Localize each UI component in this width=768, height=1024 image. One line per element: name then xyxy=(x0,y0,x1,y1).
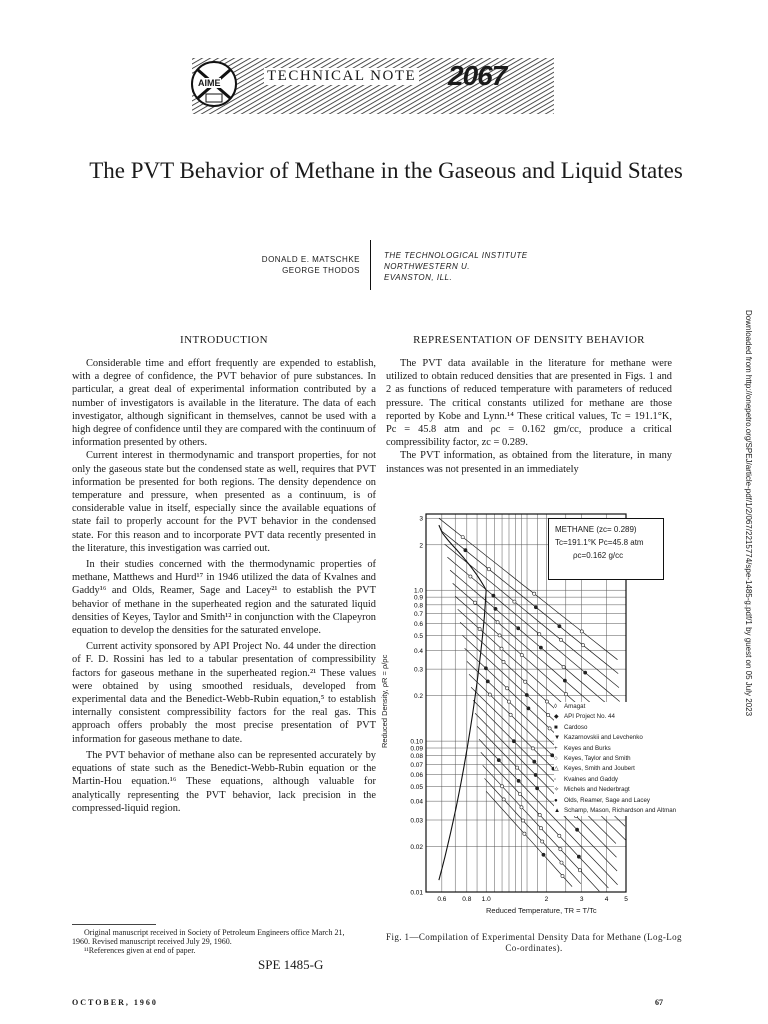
y-axis-label-text: Reduced Density, ρR = ρ/ρc xyxy=(380,654,389,748)
affiliation-line: EVANSTON, ILL. xyxy=(384,273,453,282)
y-tick-label: 0.2 xyxy=(413,693,423,701)
paragraph: The PVT data available in the literature for methane were utilized to obtain reduced densities that are presented in Figs. 1 and 2 as functions of reduced temperature with parameters of reduced pressure. The critical constants utilized for methane are those reported by Kobe and Lynn.¹⁴ These critical values, Tc = 191.1°K, Pc = 45.8 atm and ρc = 0.162 gm/cc, produce a critical compressibility factor, zc = 0.289. xyxy=(386,358,672,449)
y-tick-label: 0.10 xyxy=(410,738,423,746)
data-point xyxy=(578,869,581,872)
y-tick-label: 3 xyxy=(419,515,423,523)
chart-info-box xyxy=(548,518,664,580)
y-tick-label: 0.03 xyxy=(410,817,423,825)
legend-symbol: ◆ xyxy=(554,713,559,721)
data-point xyxy=(520,806,523,809)
data-point xyxy=(561,874,564,877)
legend-symbol: ■ xyxy=(554,723,558,731)
legend-symbol: ▲ xyxy=(554,807,561,815)
right-column xyxy=(386,334,672,476)
legend-symbol: ○ xyxy=(554,755,558,763)
legend-label: Keyes, Smith and Joubert xyxy=(564,765,635,773)
y-tick-label: 0.09 xyxy=(410,745,423,753)
author-name: GEORGE THODOS xyxy=(282,266,360,275)
y-tick-label: 0.07 xyxy=(410,761,423,769)
data-point xyxy=(501,785,504,788)
info-box-line: ρc=0.162 g/cc xyxy=(573,551,624,560)
spe-number: SPE 1485-G xyxy=(258,957,324,972)
author-divider xyxy=(370,240,371,290)
data-point xyxy=(533,592,536,595)
x-tick-label: 1.0 xyxy=(481,896,491,903)
y-tick-label: 0.04 xyxy=(410,798,423,806)
data-point xyxy=(516,766,519,769)
legend-item xyxy=(554,775,704,785)
y-tick-label: 0.4 xyxy=(413,647,423,655)
technical-note-header xyxy=(172,52,554,120)
data-point xyxy=(558,625,561,628)
legend-label: Michels and Nederbragt xyxy=(564,786,630,794)
data-point xyxy=(492,594,495,597)
legend-symbol: ◦ xyxy=(554,775,557,783)
data-point xyxy=(539,827,542,830)
data-point xyxy=(523,832,526,835)
data-point xyxy=(548,727,551,730)
data-point xyxy=(513,600,516,603)
y-tick-label: 0.9 xyxy=(413,594,423,602)
data-point xyxy=(506,687,509,690)
legend-symbol: ✧ xyxy=(554,786,560,794)
data-point xyxy=(519,793,522,796)
paragraph: The PVT information, as obtained from the literature, in many instances was not presented in an immediately xyxy=(386,450,672,475)
download-watermark-text: Downloaded from http://onepetro.org/SPEJ/article-pdf/1/2/067/2215774/spe-1485-g.pdf/1 by guest on 05 July 2023 xyxy=(744,310,753,717)
footnote-line: Original manuscript received in Society of Petroleum Engineers office March 21, 1960. Revised manuscript received July 29, 1960. xyxy=(72,928,345,946)
legend-item xyxy=(554,796,704,806)
x-tick-label: 0.6 xyxy=(437,896,447,903)
legend-item xyxy=(554,754,704,764)
y-tick-label: 0.06 xyxy=(410,772,423,780)
data-point xyxy=(487,568,490,571)
data-point xyxy=(541,840,544,843)
y-tick-labels xyxy=(410,516,423,897)
legend-item xyxy=(554,806,704,816)
legend-symbol: △ xyxy=(554,765,559,773)
info-box-line: Tc=191.1°K Pc=45.8 atm xyxy=(555,538,644,547)
footnote-line: ¹¹References given at end of paper. xyxy=(84,946,196,955)
legend-label: Keyes and Burks xyxy=(564,744,611,752)
data-point xyxy=(512,740,515,743)
technical-note-number: 2067 xyxy=(448,60,507,91)
data-point xyxy=(538,813,541,816)
data-point xyxy=(576,828,579,831)
y-tick-label: 2 xyxy=(419,542,423,550)
x-tick-label: 3 xyxy=(579,896,584,903)
data-point xyxy=(534,773,537,776)
legend-label: Kazarnovskii and Levchenko xyxy=(564,734,643,742)
legend-label: Amagat xyxy=(564,703,586,710)
section-heading-density: REPRESENTATION OF DENSITY BEHAVIOR xyxy=(413,334,645,346)
footnote xyxy=(72,928,362,955)
data-point xyxy=(488,693,491,696)
legend-item xyxy=(554,733,704,743)
y-tick-label: 0.02 xyxy=(410,844,423,852)
saturation-envelope xyxy=(439,525,486,880)
data-point xyxy=(520,653,523,656)
data-point xyxy=(533,760,536,763)
y-tick-label: 1.0 xyxy=(413,587,423,595)
paragraph: In their studies concerned with the thermodynamic properties of methane, Matthews and Hurd¹⁷ in 1946 utilized the data of Kvalnes and Gaddy¹⁶ and Olds, Reamer, Sage and Lacey²¹ to establish the PVT behavior of methane in the superheated region and the saturated liquid densities of Keyes, Taylor and Smith¹² in conjunction with the Clapeyron equation to develop the densities for the saturated envelope. xyxy=(72,559,376,637)
legend-label: API Project No. 44 xyxy=(564,713,615,721)
data-point xyxy=(502,660,505,663)
paragraph: The PVT behavior of methane also can be represented accurately by equations of state such as the Benedict-Webb-Rubin equation or the Martin-Hou equation.¹⁶ These equations, although valuable for analytically representing the PVT behavior, lack precision in the compressed-liquid region. xyxy=(72,749,376,814)
legend-label: Keyes, Taylor and Smith xyxy=(564,755,631,763)
data-point xyxy=(565,693,568,696)
data-point xyxy=(469,575,472,578)
data-point xyxy=(560,861,563,864)
legend-item xyxy=(554,764,704,774)
data-point xyxy=(486,680,489,683)
chart-legend xyxy=(554,702,704,816)
data-point xyxy=(502,798,505,801)
data-point xyxy=(497,759,500,762)
legend-label: Cardoso xyxy=(564,723,588,731)
y-tick-label: 0.3 xyxy=(413,666,423,674)
data-point xyxy=(558,834,561,837)
x-axis-label: Reduced Temperature, TR = T/Tc xyxy=(486,906,597,915)
data-point xyxy=(521,819,524,822)
data-point xyxy=(563,679,566,682)
affiliation-line: NORTHWESTERN U. xyxy=(384,262,471,271)
legend-label: Kvalnes and Gaddy xyxy=(564,775,619,783)
data-point xyxy=(536,787,539,790)
data-point xyxy=(517,779,520,782)
y-tick-label: 0.7 xyxy=(413,611,423,619)
data-point xyxy=(559,638,562,641)
data-point xyxy=(545,700,548,703)
footnote-rule xyxy=(72,924,156,925)
left-column xyxy=(72,334,376,815)
data-point xyxy=(474,601,477,604)
affiliation-line: THE TECHNOLOGICAL INSTITUTE xyxy=(384,251,528,260)
data-point xyxy=(542,853,545,856)
x-tick-label: 0.8 xyxy=(462,896,472,903)
data-point xyxy=(464,549,467,552)
author-name: DONALD E. MATSCHKE xyxy=(261,255,360,264)
data-point xyxy=(500,647,503,650)
info-box-title: METHANE (zc= 0.289) xyxy=(555,525,637,534)
paragraph: Current activity sponsored by API Project No. 44 under the direction of F. D. Rossini has led to a tabular presentation of compressibility factors for gaseous methane in the superheated region.²¹ These values were obtained by using smoothed residuals, developed from experimental data and the Benedict-Webb-Rubin equation,⁵ to establish internally consistent compressibility factors for the real gas. This approach offers probably the most precise presentation of PVT information for gaseous methane to date. xyxy=(72,641,376,745)
data-point xyxy=(525,693,528,696)
x-tick-label: 5 xyxy=(624,896,628,903)
legend-label: Olds, Reamer, Sage and Lacey xyxy=(564,796,650,804)
data-point xyxy=(524,680,527,683)
data-point xyxy=(484,667,487,670)
data-point xyxy=(562,665,565,668)
x-tick-label: 4 xyxy=(604,896,609,903)
paragraph: Considerable time and effort frequently are expended to establish, with a degree of confidence, the PVT behavior of pure substances. In particular, a great deal of experimental information contributed by a number of investigators is available in the literature. The data of each investigator, although significant in themselves, cannot be used with a high degree of confidence until they are compared with the continuum of information presented by others. xyxy=(72,358,376,449)
data-point xyxy=(517,627,520,630)
legend-symbol: + xyxy=(554,744,558,752)
data-point xyxy=(580,630,583,633)
paper-title: The PVT Behavior of Methane in the Gaseous and Liquid States xyxy=(89,158,683,183)
y-tick-label: 0.05 xyxy=(410,784,423,792)
data-point xyxy=(461,536,464,539)
x-tick-labels xyxy=(437,896,628,903)
aime-logo-text: AIME xyxy=(198,78,221,88)
technical-note-label: TECHNICAL NOTE xyxy=(264,68,419,85)
data-point xyxy=(498,634,501,637)
data-point xyxy=(547,713,550,716)
affiliation xyxy=(384,250,604,283)
legend-item xyxy=(554,723,704,733)
data-point xyxy=(527,707,530,710)
y-tick-label: 0.5 xyxy=(413,633,423,641)
page-number: 67 xyxy=(655,998,663,1007)
data-point xyxy=(531,747,534,750)
legend-symbol: ● xyxy=(554,796,558,804)
data-point xyxy=(509,713,512,716)
data-point xyxy=(581,644,584,647)
legend-item xyxy=(554,785,704,795)
legend-symbol: ▼ xyxy=(554,734,561,742)
author-list xyxy=(236,254,360,276)
y-tick-label: 0.6 xyxy=(413,621,423,629)
y-tick-label: 0.8 xyxy=(413,602,423,610)
y-tick-label: 0.08 xyxy=(410,753,423,761)
legend-item xyxy=(554,702,704,712)
x-tick-label: 2 xyxy=(544,896,549,903)
download-watermark xyxy=(741,310,755,730)
legend-label: Schamp, Mason, Richardson and Altman xyxy=(564,807,677,815)
legend-symbol: ◊ xyxy=(554,703,558,710)
data-point xyxy=(478,627,481,630)
data-point xyxy=(559,848,562,851)
data-point xyxy=(496,621,499,624)
data-point xyxy=(494,607,497,610)
figure-1 xyxy=(372,508,706,918)
data-point xyxy=(539,646,542,649)
data-point xyxy=(584,671,587,674)
data-point xyxy=(577,855,580,858)
legend-item xyxy=(554,744,704,754)
data-point xyxy=(534,606,537,609)
footer-date: OCTOBER, 1960 xyxy=(72,998,158,1007)
figure-caption: Fig. 1—Compilation of Experimental Density Data for Methane (Log-Log Co-ordinates). xyxy=(386,932,682,953)
legend-item xyxy=(554,712,704,722)
section-heading-introduction: INTRODUCTION xyxy=(180,334,268,346)
y-tick-label: 0.01 xyxy=(410,889,423,897)
data-point xyxy=(507,700,510,703)
paragraph: Current interest in thermodynamic and transport properties, for not only the gaseous state but the condensed state as well, requires that PVT information be presented for both regions. The density dependence on temperature and pressure, when presented as a continuum, is of considerable value in itself, especially since the available equations of state fail to properly account for the PVT behavior in the condensed state. For this reason and to incorporate PVT data recently presented in the literature, this investigation was carried out. xyxy=(72,450,376,554)
data-point xyxy=(538,633,541,636)
